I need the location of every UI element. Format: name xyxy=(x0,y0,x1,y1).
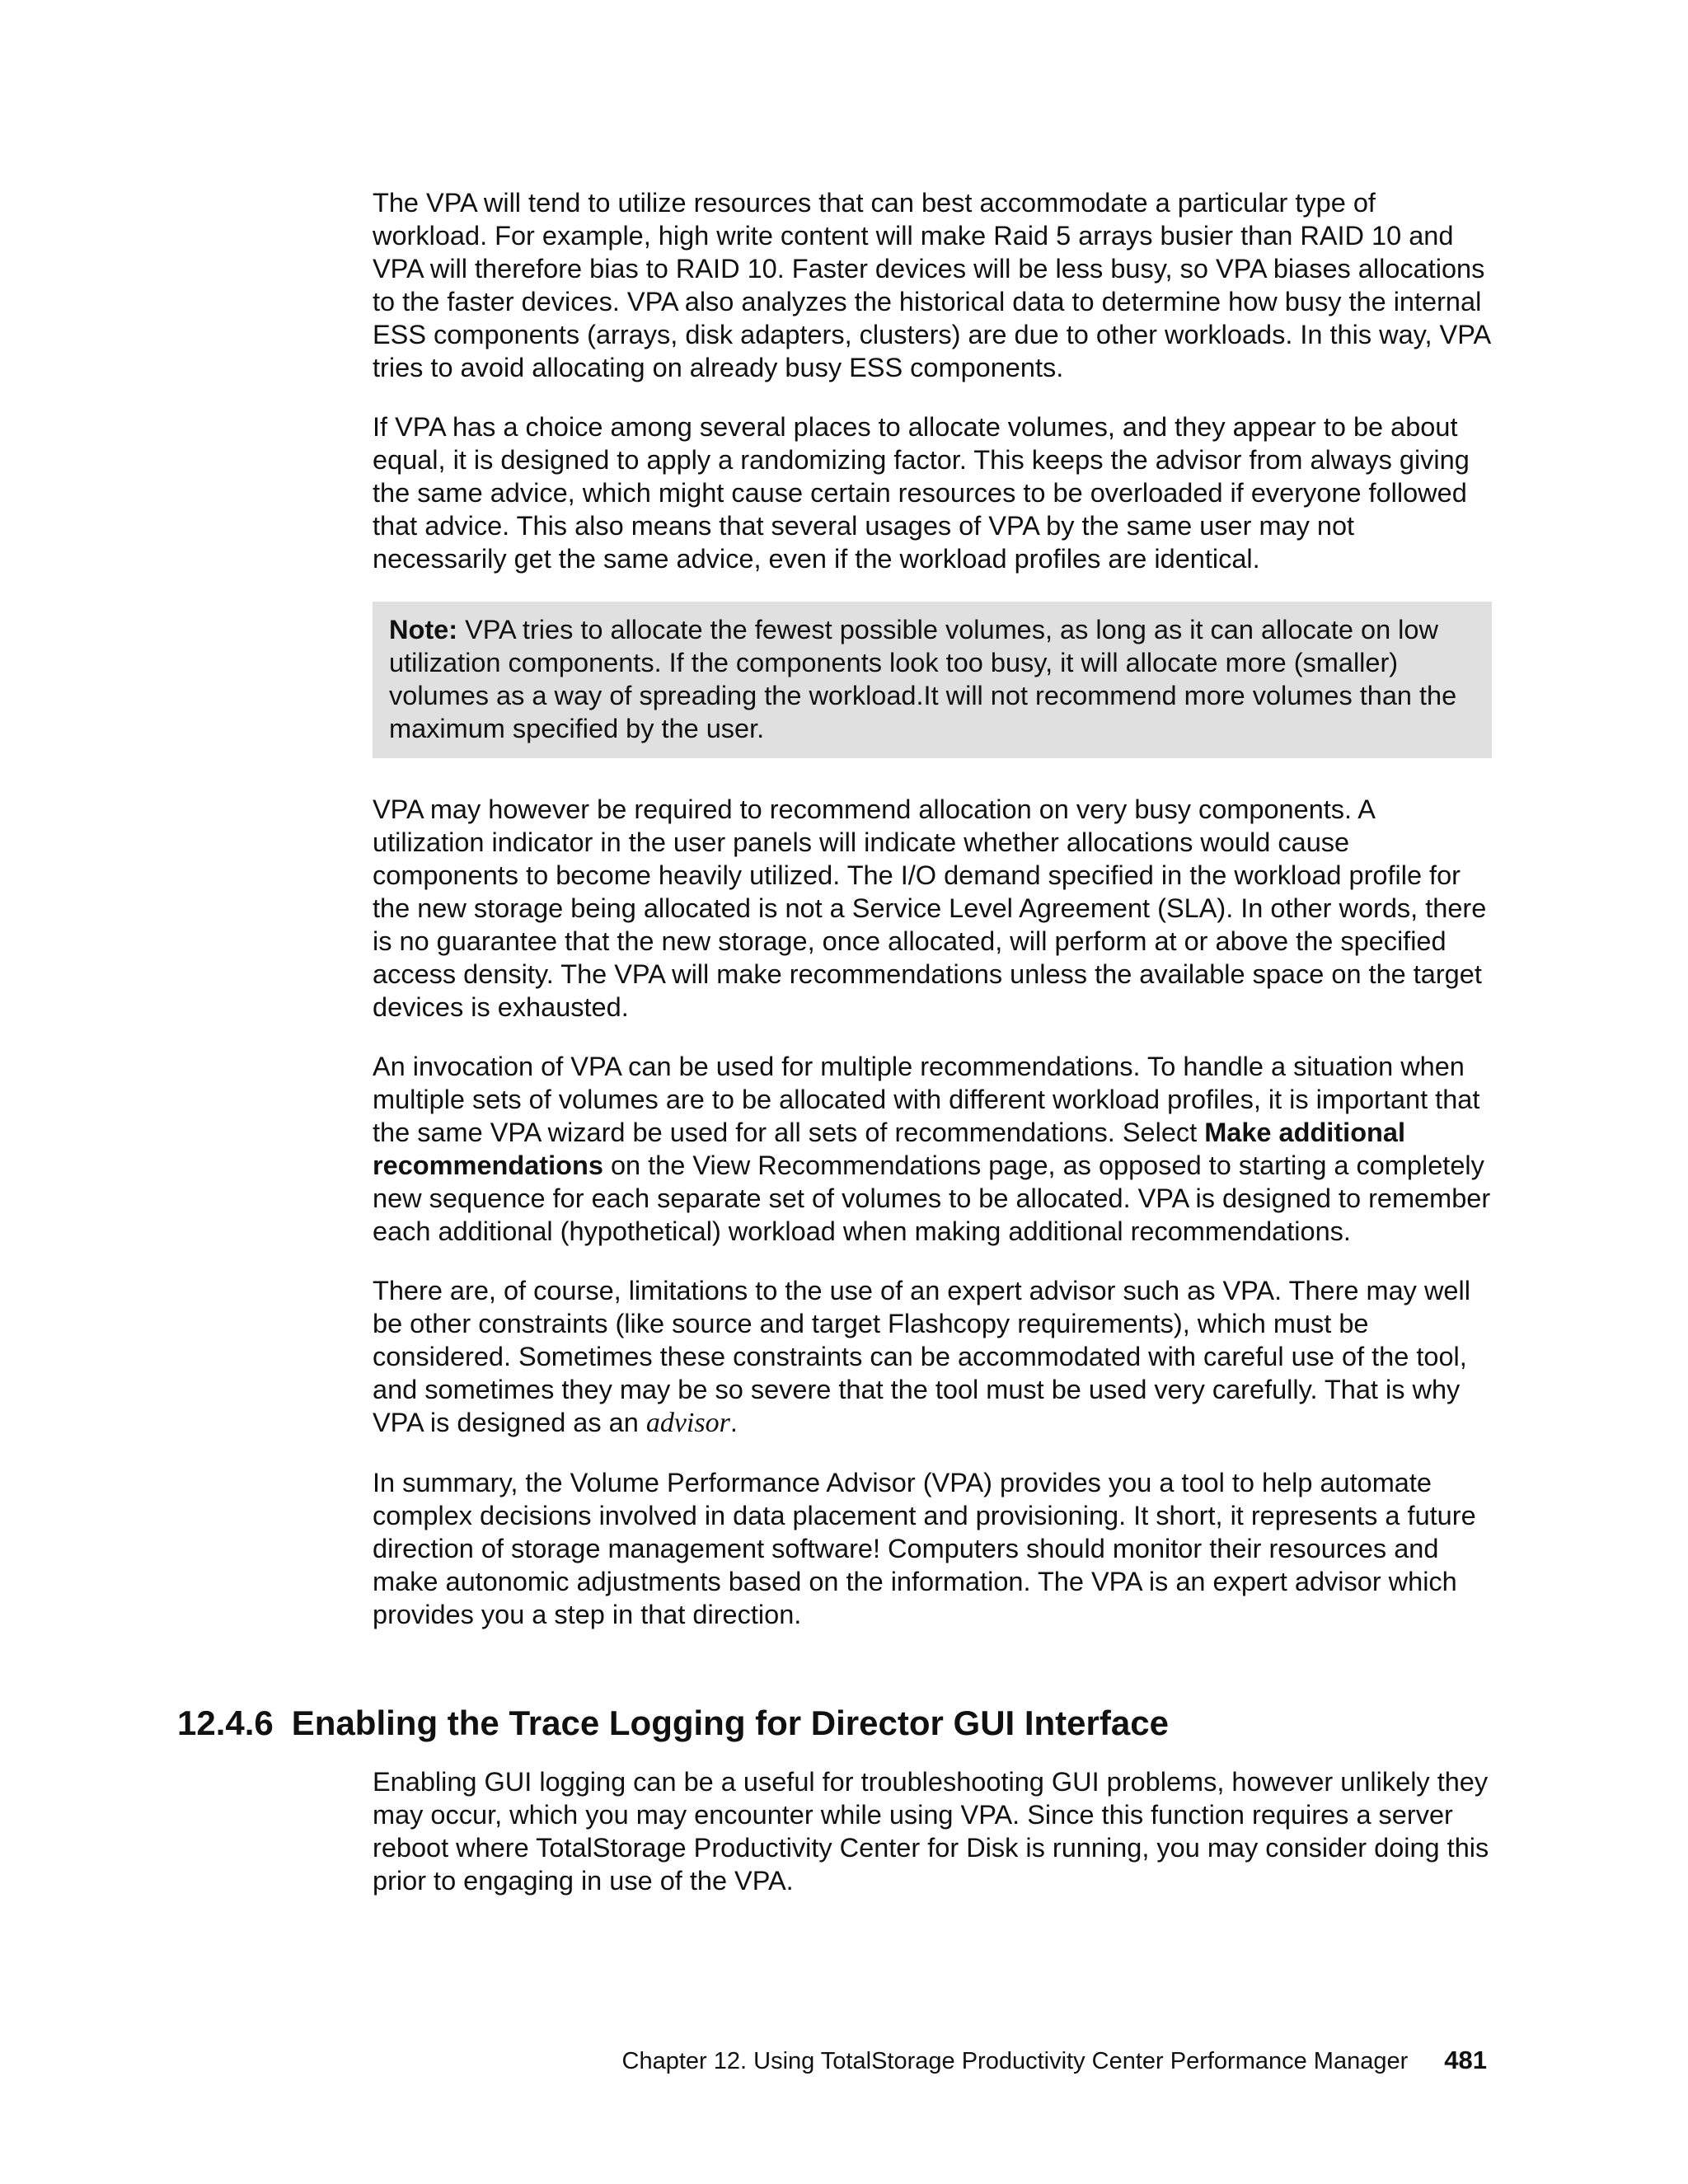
note-text: VPA tries to allocate the fewest possible volumes, as long as it can allocate on low utilization components. If the components look too busy, it will allocate more (smaller) volumes as a way of spreading the workload.It will not recommend more volumes than the maximum specified by the user. xyxy=(389,615,1457,743)
make-additional-recommendations-term: Make additional recommendations xyxy=(373,1118,1406,1180)
note-label: Note: xyxy=(389,615,458,644)
paragraph-multiple-recommendations xyxy=(373,1050,1492,1248)
paragraph-text: on the View Recommendations page, as opposed to starting a completely new sequence for each separate set of volumes to be allocated. VPA is designed to remember each additional (hypothetical) workload when making additional recommendations. xyxy=(373,1151,1491,1246)
footer-chapter-title: Chapter 12. Using TotalStorage Productivity Center Performance Manager xyxy=(621,2048,1409,2074)
note-box xyxy=(373,602,1492,758)
section-number: 12.4.6 xyxy=(177,1704,274,1742)
paragraph-busy-components: VPA may however be required to recommend allocation on very busy components. A utilization indicator in the user panels will indicate whether allocations would cause components to become heavily utilized. The I/O demand specified in the workload profile for the new storage being allocated is not a Service Level Agreement (SLA). In other words, there is no guarantee that the new storage, once allocated, will perform at or above the specified access density. The VPA will make recommendations unless the available space on the target devices is exhausted. xyxy=(373,794,1487,1022)
paragraph-text: An invocation of VPA can be used for multiple recommendations. To handle a situation when multiple sets of volumes are to be allocated with different workload profiles, it is important that the same VPA wizard be used for all sets of recommendations. Select xyxy=(373,1052,1480,1147)
paragraph-text: . xyxy=(729,1408,738,1437)
paragraph-randomizing-factor: If VPA has a choice among several places to allocate volumes, and they appear to be about equal, it is designed to apply a randomizing factor. This keeps the advisor from always giving the same advice, which might cause certain resources to be overloaded if everyone followed that advice. This also means that several usages of VPA by the same user may not necessarily get the same advice, even if the workload profiles are identical. xyxy=(373,412,1470,574)
section-title: Enabling the Trace Logging for Director GUI Interface xyxy=(291,1704,1169,1742)
page-footer xyxy=(622,2046,1487,2076)
paragraph-limitations xyxy=(373,1274,1492,1440)
paragraph-summary: In summary, the Volume Performance Advisor (VPA) provides you a tool to help automate complex decisions involved in data placement and provisioning. It short, it represents a future direction of storage management software! Computers should monitor their resources and make autonomic adjustments based on the information. The VPA is an expert advisor which provides you a step in that direction. xyxy=(373,1468,1476,1629)
section-heading xyxy=(177,1703,1169,1744)
section-body-paragraph: Enabling GUI logging can be a useful for troubleshooting GUI problems, however unlikely they may occur, which you may encounter while using VPA. Since this function requires a server reboot where TotalStorage Productivity Center for Disk is running, you may consider doing this prior to engaging in use of the VPA. xyxy=(373,1767,1489,1896)
page-number: 481 xyxy=(1444,2046,1487,2074)
paragraph-text: There are, of course, limitations to the use of an expert advisor such as VPA. There may well be other constraints (like source and target Flashcopy requirements), which must be considered. Sometimes these constraints can be accommodated with careful use of the tool, and sometimes they may be so severe that the tool must be used very carefully. That is why VPA is designed as an xyxy=(373,1276,1470,1437)
advisor-emphasis: advisor xyxy=(645,1408,730,1438)
main-content xyxy=(373,186,1492,1657)
paragraph-vpa-resources: The VPA will tend to utilize resources that can best accommodate a particular type of workload. For example, high write content will make Raid 5 arrays busier than RAID 10 and VPA will therefore bias to RAID 10. Faster devices will be less busy, so VPA biases allocations to the faster devices. VPA also analyzes the historical data to determine how busy the internal ESS components (arrays, disk adapters, clusters) are due to other workloads. In this way, VPA tries to avoid allocating on already busy ESS components. xyxy=(373,188,1490,382)
